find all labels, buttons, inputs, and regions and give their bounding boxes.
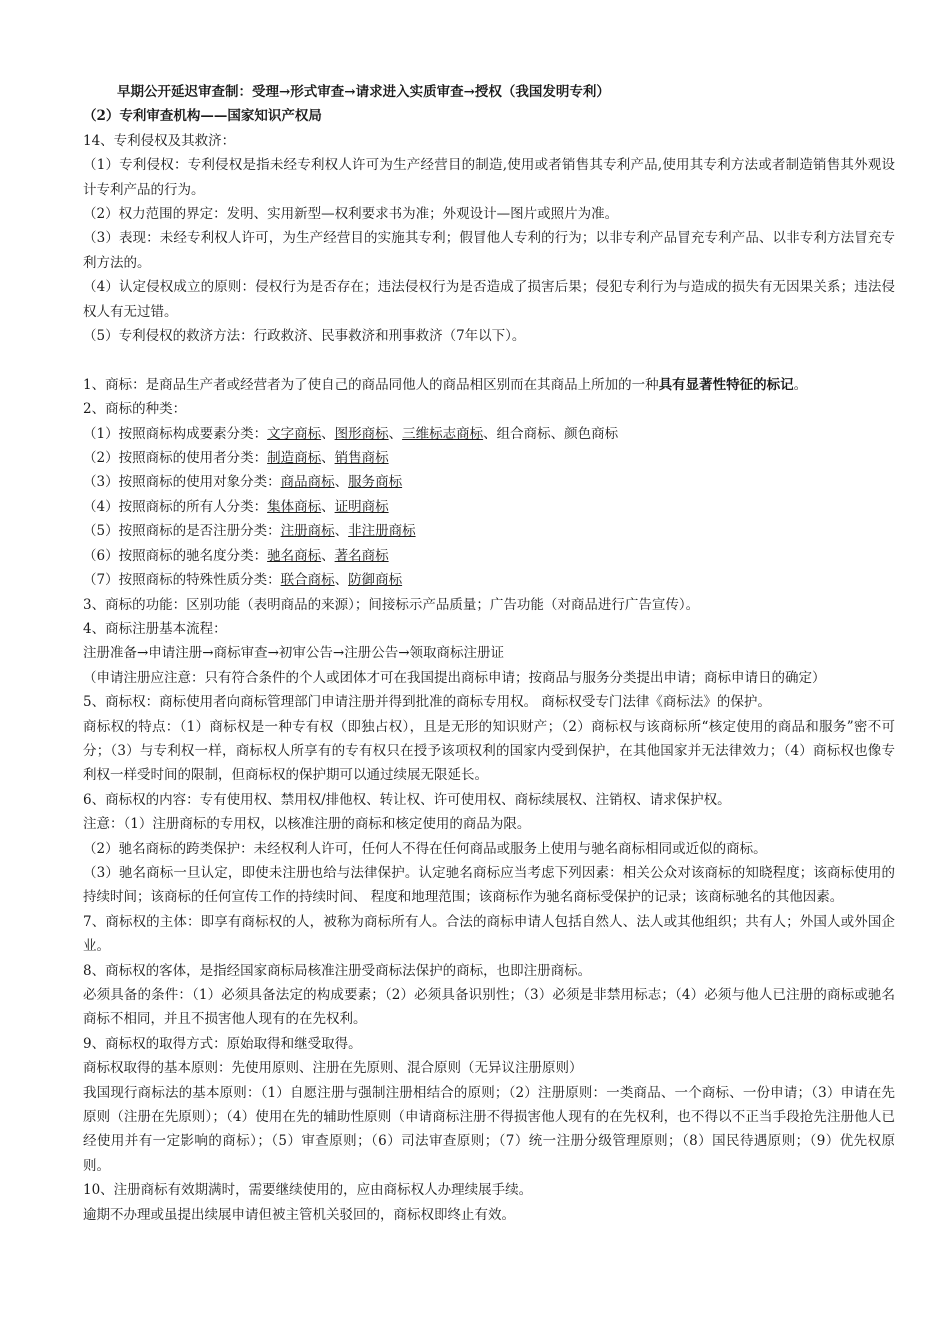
type-term: 防御商标 bbox=[348, 572, 403, 589]
trademark-type-7 bbox=[83, 568, 895, 592]
expiry-rule: 逾期不办理或虽提出续展申请但被主管机关驳回的，商标权即终止有效。 bbox=[83, 1206, 515, 1223]
note-2: （2）驰名商标的跨类保护：未经权利人许可，任何人不得在任何商品或服务上使用与驰名商标相同或近似的商标。 bbox=[83, 840, 767, 857]
type-label: （7）按照商标的特殊性质分类： bbox=[83, 572, 281, 589]
separator: 、 bbox=[321, 425, 335, 442]
type-label: （6）按照商标的驰名度分类： bbox=[83, 547, 268, 564]
type-term: 集体商标 bbox=[267, 498, 322, 515]
separator: 、 bbox=[321, 498, 335, 515]
document-body bbox=[83, 80, 895, 1227]
trademark-type-6 bbox=[83, 544, 895, 568]
trademark-right-object: 8、商标权的客体，是指经国家商标局核准注册受商标法保护的商标，也即注册商标。 bbox=[83, 962, 592, 979]
separator: 、 bbox=[321, 547, 335, 564]
trademark-definition-text: 1、商标：是商品生产者或经营者为了使自己的商品同他人的商品相区别而在其商品上所加的一种 bbox=[83, 376, 659, 393]
infringement-principles: （4）认定侵权成立的原则：侵权行为是否存在；违法侵权行为是否造成了损害后果；侵犯专利行为与造成的损失有无因果关系；违法侵权人有无过错。 bbox=[83, 279, 895, 320]
trademark-right-contents: 6、商标权的内容：专有使用权、禁用权/排他权、转让权、许可使用权、商标续展权、注销权、请求保护权。 bbox=[83, 791, 731, 808]
note-1: 注意：（1）注册商标的专用权，以核准注册的商标和核定使用的商品为限。 bbox=[83, 816, 531, 833]
type-term: 证明商标 bbox=[334, 498, 389, 515]
rights-scope-definition: （2）权力范围的界定：发明、实用新型—权利要求书为准；外观设计—图片或照片为准。 bbox=[83, 206, 619, 223]
paragraph-spacer bbox=[83, 348, 895, 372]
note-3: （3）驰名商标一旦认定，即使未注册也给与法律保护。认定驰名商标应当考虑下列因素：相关公众对该商标的知晓程度；该商标使用的持续时间；该商标的任何宣传工作的持续时间、 程度和地理范围；该商标作为驰名商标受保护的记录；该商标驰名的其他因素。 bbox=[83, 864, 895, 906]
type-label: （4）按照商标的所有人分类： bbox=[83, 498, 268, 515]
separator: 、 bbox=[334, 474, 349, 491]
separator: 、 bbox=[334, 523, 349, 540]
trademark-type-5 bbox=[83, 519, 895, 543]
trademark-definition bbox=[83, 373, 895, 397]
infringement-manifestations: （3）表现：未经专利权人许可，为生产经营目的实施其专利；假冒他人专利的行为；以非专利产品冒充专利产品、以非专利方法冒充专利方法的。 bbox=[83, 230, 895, 271]
type-term: 销售商标 bbox=[334, 450, 389, 467]
renewal-rule: 10、注册商标有效期满时，需要继续使用的，应由商标权人办理续展手续。 bbox=[83, 1182, 533, 1199]
trademark-definition-emphasis: 具有显著性特征的标记 bbox=[658, 376, 794, 393]
type-term: 文字商标 bbox=[267, 425, 322, 442]
trademark-right-subject: 7、商标权的主体：即享有商标权的人，被称为商标所有人。合法的商标申请人包括自然人、法人或其他组织；共有人；外国人或外国企业。 bbox=[83, 913, 895, 955]
trademark-types-heading: 2、商标的种类： bbox=[83, 401, 187, 418]
trademark-type-4 bbox=[83, 495, 895, 519]
section-14-heading: 14、专利侵权及其救济： bbox=[83, 132, 236, 149]
trademark-right-features: 商标权的特点：（1）商标权是一种专有权（即独占权），且是无形的知识财产；（2）商标权与该商标所“核定使用的商品和服务”密不可分；（3）与专利权一样，商标权人所享有的专有权只在授予该项权利的国家内受到保护，在其他国家并无法律效力；（4）商标权也像专利权一样受时间的限制，但商标权的保护期可以通过续展无限延长。 bbox=[83, 718, 895, 784]
separator: 、 bbox=[321, 450, 335, 467]
infringement-remedies: （5）专利侵权的救济方法：行政救济、民事救济和刑事救济（7年以下）。 bbox=[83, 328, 526, 345]
registration-flow: 注册准备→申请注册→商标审查→初审公告→注册公告→领取商标注册证 bbox=[83, 645, 505, 662]
current-law-principles: 我国现行商标法的基本原则：（1）自愿注册与强制注册相结合的原则；（2）注册原则：一类商品、一个商标、一份申请；（3）申请在先原则（注册在先原则）；（4）使用在先的辅助性原则（申请商标注册不得损害他人现有的在先权利，也不得以不正当手段抢先注册他人已经使用并有一定影响的商标）；（5）审查原则；（6）司法审查原则；（7）统一注册分级管理原则；（8）国民待遇原则；（9）优先权原则。 bbox=[83, 1084, 895, 1174]
trademark-type-1 bbox=[83, 422, 895, 446]
patent-review-authority: （2）专利审查机构——国家知识产权局 bbox=[83, 108, 322, 125]
separator: 、 bbox=[334, 572, 349, 589]
type-term: 制造商标 bbox=[267, 450, 322, 467]
type-term: 三维标志商标 bbox=[402, 425, 484, 442]
registration-flow-heading: 4、商标注册基本流程： bbox=[83, 620, 227, 637]
type-rest: 、组合商标、颜色商标 bbox=[483, 425, 619, 442]
trademark-functions: 3、商标的功能：区别功能（表明商品的来源）；间接标示产品质量；广告功能（对商品进行广告宣传）。 bbox=[83, 596, 700, 613]
patent-infringement-definition: （1）专利侵权：专利侵权是指未经专利权人许可为生产经营目的制造,使用或者销售其专利产品,使用其专利方法或者制造销售其外观设计专利产品的行为。 bbox=[83, 157, 895, 198]
type-term: 商品商标 bbox=[280, 474, 335, 491]
patent-review-procedure: 早期公开延迟审查制：受理→形式审查→请求进入实质审查→授权（我国发明专利） bbox=[117, 84, 610, 100]
separator: 、 bbox=[388, 425, 403, 442]
trademark-type-2 bbox=[83, 446, 895, 470]
type-term: 驰名商标 bbox=[267, 547, 322, 564]
acquisition-methods: 9、商标权的取得方式：原始取得和继受取得。 bbox=[83, 1035, 362, 1052]
trademark-type-3 bbox=[83, 470, 895, 494]
trademark-definition-end: 。 bbox=[793, 376, 808, 393]
trademark-right-definition: 5、商标权：商标使用者向商标管理部门申请注册并得到批准的商标专用权。 商标权受专门法律《商标法》的保护。 bbox=[83, 694, 771, 711]
type-label: （1）按照商标构成要素分类： bbox=[83, 425, 268, 442]
type-term: 图形商标 bbox=[334, 425, 389, 442]
registration-notes: （申请注册应注意：只有符合条件的个人或团体才可在我国提出商标申请；按商品与服务分类提出申请；商标申请日的确定） bbox=[83, 669, 826, 686]
type-term: 著名商标 bbox=[334, 547, 389, 564]
type-term: 联合商标 bbox=[280, 572, 335, 589]
required-conditions: 必须具备的条件：（1）必须具备法定的构成要素；（2）必须具备识别性；（3）必须是非禁用标志；（4）必须与他人已注册的商标或驰名商标不相同，并且不损害他人现有的在先权利。 bbox=[83, 987, 895, 1028]
type-label: （5）按照商标的是否注册分类： bbox=[83, 523, 281, 540]
type-label: （3）按照商标的使用对象分类： bbox=[83, 474, 281, 491]
type-term: 非注册商标 bbox=[348, 523, 416, 540]
type-term: 注册商标 bbox=[280, 523, 335, 540]
type-label: （2）按照商标的使用者分类： bbox=[83, 450, 268, 467]
type-term: 服务商标 bbox=[348, 474, 403, 491]
acquisition-principles: 商标权取得的基本原则：先使用原则、注册在先原则、混合原则（无异议注册原则） bbox=[83, 1060, 583, 1077]
